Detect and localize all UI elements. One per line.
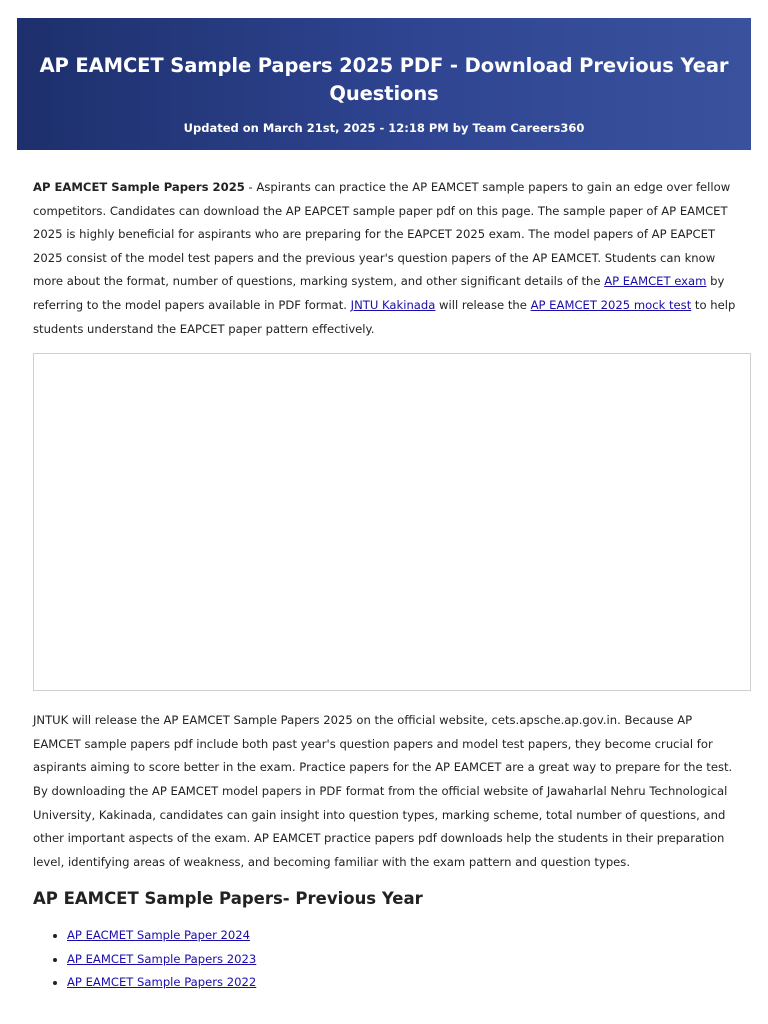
list-item xyxy=(67,924,738,947)
updated-byline: Updated on March 21st, 2025 - 12:18 PM by Team Careers360 xyxy=(183,121,585,135)
body-paragraph: JNTUK will release the AP EAMCET Sample Papers 2025 on the official website, cets.apsche.ap.gov.in. Because AP EAMCET sample papers pdf include both past year's question papers and model test papers, they become crucial for aspirants aiming to score better in the exam. Practice papers for the AP EAMCET are a great way to prepare for the test. By downloading the AP EAMCET model papers in PDF format from the official website of Jawaharlal Nehru Technological University, Kakinada, candidates can gain insight into question types, marking scheme, total number of questions, and other important aspects of the exam. AP EAMCET practice papers pdf downloads help the students in their preparation level, identifying areas of weakness, and becoming familiar with the exam pattern and question types. xyxy=(33,713,733,869)
intro-text-1: - Aspirants can practice the AP EAMCET sample papers to gain an edge over fellow competitors. Candidates can download the AP EAPCET sample paper pdf on this page. The sample paper of AP EAMCET 2025 is highly beneficial for aspirants who are preparing for the EAPCET 2025 exam. The model papers of AP EAPCET 2025 consist of the model test papers and the previous year's question papers of the AP EAMCET. Students can know more about the format, number of questions, marking system, and other significant details of the xyxy=(33,180,731,289)
jntu-kakinada-link[interactable]: JNTU Kakinada xyxy=(350,297,436,312)
list-item xyxy=(67,971,738,994)
list-item xyxy=(67,948,738,971)
ap-eamcet-exam-link[interactable]: AP EAMCET exam xyxy=(604,274,707,289)
embedded-frame xyxy=(33,353,751,691)
intro-text-2: by referring to the model papers available in PDF format. xyxy=(33,274,725,312)
intro-text-3: will release the xyxy=(435,297,531,312)
page-title: AP EAMCET Sample Papers 2025 PDF - Download Previous Year Questions xyxy=(39,54,729,105)
page-header xyxy=(17,18,751,150)
intro-paragraph xyxy=(33,176,738,341)
section-heading: AP EAMCET Sample Papers- Previous Year xyxy=(33,889,423,909)
intro-bold-lead: AP EAMCET Sample Papers 2025 xyxy=(33,180,245,194)
mock-test-link[interactable]: AP EAMCET 2025 mock test xyxy=(530,297,692,312)
sample-paper-2022-link[interactable]: AP EAMCET Sample Papers 2022 xyxy=(67,975,257,990)
sample-paper-2023-link[interactable]: AP EAMCET Sample Papers 2023 xyxy=(67,951,257,966)
article-body xyxy=(33,176,738,995)
intro-text-4: to help students understand the EAPCET paper pattern effectively. xyxy=(33,297,736,336)
previous-year-list xyxy=(33,924,738,994)
sample-paper-2024-link[interactable]: AP EACMET Sample Paper 2024 xyxy=(67,928,251,943)
